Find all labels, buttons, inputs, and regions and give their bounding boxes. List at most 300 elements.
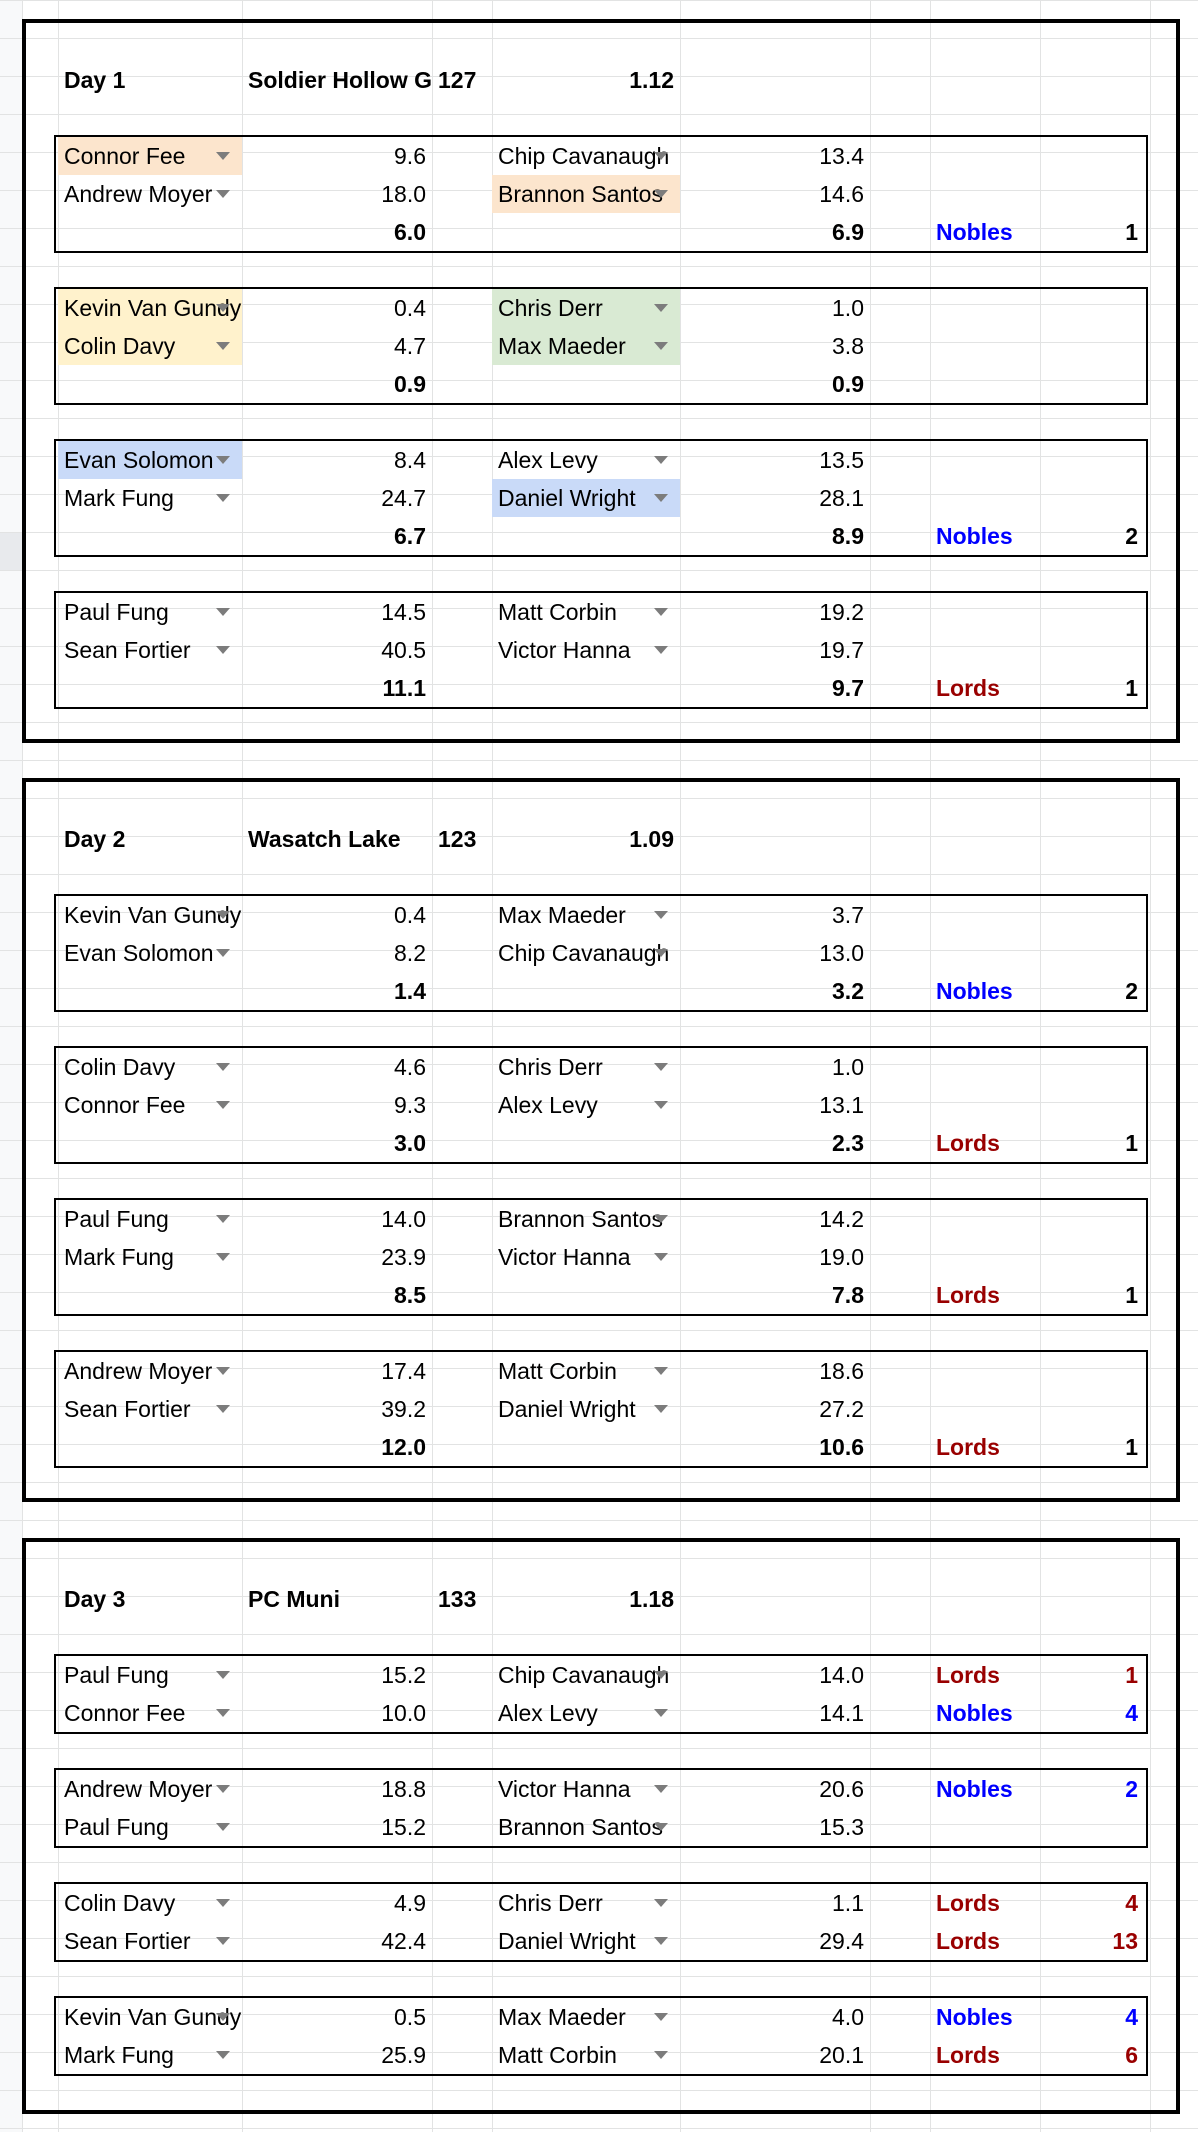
player-select[interactable] [58,1808,242,1846]
dropdown-arrow-icon[interactable] [654,304,668,312]
player-select[interactable] [492,175,680,213]
dropdown-arrow-icon[interactable] [654,1367,668,1375]
player-select-text: Brannon Santos [498,1206,663,1232]
player-select-text: Connor Fee [64,1092,186,1118]
player-select[interactable] [58,327,242,365]
dropdown-arrow-icon[interactable] [654,1785,668,1793]
course-factor [492,61,680,99]
handicap [242,1998,432,2036]
handicap [680,289,870,327]
dropdown-arrow-icon[interactable] [216,1405,230,1413]
pair-total-text: 7.8 [832,1282,864,1308]
player-select-text: Chris Derr [498,1054,603,1080]
dropdown-arrow-icon[interactable] [654,456,668,464]
handicap-text: 13.0 [819,940,864,966]
handicap-text: 0.4 [394,295,426,321]
dropdown-arrow-icon[interactable] [654,1063,668,1071]
pair-total [242,365,432,403]
player-select[interactable] [492,1884,680,1922]
player-select-text: Colin Davy [64,333,176,359]
pair-total [242,1124,432,1162]
player-select[interactable] [492,1656,680,1694]
team-points [1040,972,1144,1010]
team-points [1040,1656,1144,1694]
dropdown-arrow-icon[interactable] [216,494,230,502]
team-points-text: 1 [1125,219,1138,245]
player-select-text: Paul Fung [64,1814,169,1840]
handicap [680,137,870,175]
handicap-text: 14.0 [381,1206,426,1232]
player-select[interactable] [58,441,242,479]
dropdown-arrow-icon[interactable] [216,1785,230,1793]
player-select[interactable] [58,137,242,175]
handicap-text: 4.0 [832,2004,864,2030]
handicap-text: 4.6 [394,1054,426,1080]
player-select[interactable] [492,896,680,934]
player-select-text: Connor Fee [64,1700,186,1726]
player-select[interactable] [58,1922,242,1960]
dropdown-arrow-icon[interactable] [216,2013,230,2021]
handicap-text: 1.1 [832,1890,864,1916]
player-select-text: Alex Levy [498,1092,598,1118]
handicap [680,327,870,365]
day-label [58,61,242,99]
handicap [680,1048,870,1086]
player-select[interactable] [492,631,680,669]
player-select[interactable] [58,479,242,517]
player-select-text: Andrew Moyer [64,181,213,207]
team-points-text: 13 [1112,1928,1138,1954]
team-points [1040,1770,1144,1808]
handicap-text: 13.1 [819,1092,864,1118]
player-select-text: Sean Fortier [64,637,191,663]
handicap-text: 9.6 [394,143,426,169]
team-points-text: 4 [1125,2004,1138,2030]
team-points-text: 2 [1125,978,1138,1004]
player-select[interactable] [58,1656,242,1694]
player-select-text: Andrew Moyer [64,1358,213,1384]
player-select-text: Sean Fortier [64,1928,191,1954]
handicap [680,1808,870,1846]
dropdown-arrow-icon[interactable] [654,2013,668,2021]
pair-total [680,517,870,555]
dropdown-arrow-icon[interactable] [216,1367,230,1375]
pair-total-text: 1.4 [394,978,426,1004]
player-select[interactable] [58,1770,242,1808]
handicap-text: 13.4 [819,143,864,169]
player-select-text: Chip Cavanaugh [498,1662,670,1688]
dropdown-arrow-icon[interactable] [654,608,668,616]
player-select-text: Chip Cavanaugh [498,143,670,169]
dropdown-arrow-icon[interactable] [216,911,230,919]
dropdown-arrow-icon[interactable] [654,646,668,654]
handicap-text: 0.4 [394,902,426,928]
player-select-text: Paul Fung [64,1662,169,1688]
winning-team [930,517,1040,555]
player-select[interactable] [492,479,680,517]
handicap-text: 1.0 [832,295,864,321]
player-select[interactable] [58,1200,242,1238]
handicap-text: 19.7 [819,637,864,663]
pair-total [242,669,432,707]
pair-total [680,1124,870,1162]
handicap [242,1048,432,1086]
course-name [242,61,432,99]
handicap [680,1086,870,1124]
pair-total [680,213,870,251]
team-points [1040,1694,1144,1732]
course-factor [492,820,680,858]
handicap [680,1922,870,1960]
pair-total [680,972,870,1010]
winning-team-text: Lords [936,1928,1000,1954]
dropdown-arrow-icon[interactable] [654,1937,668,1945]
grid-row-line [0,1520,1198,1521]
player-select[interactable] [492,1998,680,2036]
handicap-text: 15.3 [819,1814,864,1840]
pair-total [680,1276,870,1314]
grid-row-line [0,2128,1198,2129]
player-select[interactable] [492,593,680,631]
player-select[interactable] [58,289,242,327]
dropdown-arrow-icon[interactable] [216,1823,230,1831]
dropdown-arrow-icon[interactable] [216,1709,230,1717]
handicap [242,1086,432,1124]
course-slope [432,820,492,858]
pair-total-text: 10.6 [819,1434,864,1460]
row-header-column [0,0,23,2132]
player-select-text: Evan Solomon [64,447,214,473]
player-select-text: Kevin Van Gundy [64,2004,242,2030]
course-slope-text: 127 [438,67,477,93]
dropdown-arrow-icon[interactable] [216,304,230,312]
winning-team [930,1124,1040,1162]
handicap [242,593,432,631]
dropdown-arrow-icon[interactable] [654,494,668,502]
handicap [242,1884,432,1922]
dropdown-arrow-icon[interactable] [216,646,230,654]
player-select[interactable] [492,934,680,972]
dropdown-arrow-icon[interactable] [216,1215,230,1223]
handicap [680,1694,870,1732]
handicap-text: 9.3 [394,1092,426,1118]
dropdown-arrow-icon[interactable] [654,190,668,198]
dropdown-arrow-icon[interactable] [216,608,230,616]
pair-total [242,1276,432,1314]
handicap-text: 14.5 [381,599,426,625]
selected-row-indicator [0,532,22,570]
player-select[interactable] [492,1238,680,1276]
winning-team-text: Lords [936,1130,1000,1156]
winning-team [930,1428,1040,1466]
team-points [1040,1998,1144,2036]
dropdown-arrow-icon[interactable] [654,1671,668,1679]
player-select-text: Max Maeder [498,333,626,359]
player-select-text: Max Maeder [498,902,626,928]
dropdown-arrow-icon[interactable] [216,949,230,957]
player-select[interactable] [492,1086,680,1124]
dropdown-arrow-icon[interactable] [654,911,668,919]
player-select[interactable] [492,1390,680,1428]
handicap [680,2036,870,2074]
winning-team [930,669,1040,707]
handicap [242,1352,432,1390]
player-select-text: Chris Derr [498,1890,603,1916]
winning-team [930,1276,1040,1314]
dropdown-arrow-icon[interactable] [654,342,668,350]
handicap-text: 8.2 [394,940,426,966]
winning-team [930,1770,1040,1808]
handicap-text: 19.0 [819,1244,864,1270]
dropdown-arrow-icon[interactable] [216,456,230,464]
player-select-text: Alex Levy [498,447,598,473]
team-points-text: 2 [1125,1776,1138,1802]
pair-total [680,669,870,707]
handicap [680,175,870,213]
player-select-text: Colin Davy [64,1054,176,1080]
player-select[interactable] [492,441,680,479]
dropdown-arrow-icon[interactable] [216,2051,230,2059]
winning-team-text: Lords [936,1890,1000,1916]
player-select[interactable] [58,175,242,213]
player-select[interactable] [58,2036,242,2074]
pair-total-text: 2.3 [832,1130,864,1156]
handicap [242,934,432,972]
player-select-text: Daniel Wright [498,485,636,511]
pair-total-text: 6.7 [394,523,426,549]
handicap [242,327,432,365]
player-select[interactable] [58,1998,242,2036]
player-select[interactable] [58,1884,242,1922]
handicap-text: 4.9 [394,1890,426,1916]
handicap [242,1694,432,1732]
pair-total-text: 8.9 [832,523,864,549]
player-select-text: Victor Hanna [498,1776,631,1802]
handicap [680,1656,870,1694]
pair-total-text: 0.9 [394,371,426,397]
team-points [1040,1922,1144,1960]
player-select-text: Evan Solomon [64,940,214,966]
dropdown-arrow-icon[interactable] [216,1671,230,1679]
course-name [242,1580,432,1618]
handicap-text: 19.2 [819,599,864,625]
course-slope [432,1580,492,1618]
dropdown-arrow-icon[interactable] [654,152,668,160]
player-select[interactable] [58,1086,242,1124]
player-select-text: Connor Fee [64,143,186,169]
handicap-text: 3.8 [832,333,864,359]
dropdown-arrow-icon[interactable] [654,1405,668,1413]
winning-team-text: Nobles [936,978,1013,1004]
player-select-text: Mark Fung [64,485,174,511]
winning-team [930,1884,1040,1922]
course-factor-text: 1.09 [629,826,674,852]
dropdown-arrow-icon[interactable] [216,342,230,350]
grid-row-line [0,0,1198,1]
handicap [680,1390,870,1428]
handicap [242,137,432,175]
handicap-text: 27.2 [819,1396,864,1422]
player-select[interactable] [58,1048,242,1086]
winning-team-text: Nobles [936,523,1013,549]
player-select[interactable] [492,1694,680,1732]
handicap [680,441,870,479]
dropdown-arrow-icon[interactable] [216,190,230,198]
handicap-text: 20.6 [819,1776,864,1802]
course-name [242,820,432,858]
player-select[interactable] [58,1694,242,1732]
player-select[interactable] [492,1352,680,1390]
course-name-text: Soldier Hollow G [248,67,432,93]
dropdown-arrow-icon[interactable] [216,152,230,160]
course-slope [432,61,492,99]
dropdown-arrow-icon[interactable] [654,949,668,957]
player-select-text: Brannon Santos [498,181,663,207]
player-select-text: Andrew Moyer [64,1776,213,1802]
handicap [680,593,870,631]
player-select-text: Brannon Santos [498,1814,663,1840]
player-select-text: Victor Hanna [498,1244,631,1270]
pair-total [242,1428,432,1466]
player-select-text: Alex Levy [498,1700,598,1726]
handicap [680,934,870,972]
handicap-text: 1.0 [832,1054,864,1080]
winning-team-text: Lords [936,675,1000,701]
winning-team [930,1998,1040,2036]
handicap [680,631,870,669]
handicap-text: 14.0 [819,1662,864,1688]
winning-team-text: Nobles [936,1776,1013,1802]
handicap-text: 17.4 [381,1358,426,1384]
handicap-text: 8.4 [394,447,426,473]
team-points [1040,1276,1144,1314]
day-label [58,1580,242,1618]
player-select-text: Chris Derr [498,295,603,321]
winning-team-text: Lords [936,1662,1000,1688]
handicap [680,1200,870,1238]
dropdown-arrow-icon[interactable] [654,1709,668,1717]
dropdown-arrow-icon[interactable] [654,1823,668,1831]
handicap-text: 42.4 [381,1928,426,1954]
team-points-text: 6 [1125,2042,1138,2068]
player-select-text: Max Maeder [498,2004,626,2030]
dropdown-arrow-icon[interactable] [654,1899,668,1907]
handicap [242,479,432,517]
handicap [242,1656,432,1694]
team-points-text: 2 [1125,523,1138,549]
player-select[interactable] [492,1808,680,1846]
team-points-text: 1 [1125,675,1138,701]
dropdown-arrow-icon[interactable] [216,1063,230,1071]
handicap-text: 3.7 [832,902,864,928]
pair-total-text: 3.0 [394,1130,426,1156]
dropdown-arrow-icon[interactable] [654,1215,668,1223]
handicap-text: 4.7 [394,333,426,359]
pair-total [242,517,432,555]
player-select-text: Daniel Wright [498,1396,636,1422]
handicap-text: 15.2 [381,1814,426,1840]
day-label [58,820,242,858]
player-select[interactable] [58,1238,242,1276]
pair-total [680,365,870,403]
handicap-text: 18.8 [381,1776,426,1802]
handicap-text: 14.6 [819,181,864,207]
handicap [680,1998,870,2036]
dropdown-arrow-icon[interactable] [654,2051,668,2059]
winning-team [930,2036,1040,2074]
pair-total-text: 6.9 [832,219,864,245]
course-name-text: Wasatch Lake [248,826,401,852]
player-select[interactable] [492,1922,680,1960]
pair-total-text: 6.0 [394,219,426,245]
player-select[interactable] [58,934,242,972]
course-name-text: PC Muni [248,1586,340,1612]
handicap [242,1200,432,1238]
team-points [1040,669,1144,707]
player-select[interactable] [492,137,680,175]
player-select[interactable] [492,327,680,365]
handicap [242,1390,432,1428]
dropdown-arrow-icon[interactable] [216,1253,230,1261]
player-select[interactable] [58,631,242,669]
team-points [1040,517,1144,555]
player-select[interactable] [492,1200,680,1238]
player-select[interactable] [492,1770,680,1808]
pair-total-text: 0.9 [832,371,864,397]
handicap [680,1770,870,1808]
handicap-text: 14.1 [819,1700,864,1726]
dropdown-arrow-icon[interactable] [654,1101,668,1109]
handicap [242,1922,432,1960]
winning-team [930,213,1040,251]
player-select-text: Paul Fung [64,599,169,625]
winning-team-text: Nobles [936,219,1013,245]
player-select[interactable] [58,1390,242,1428]
handicap [242,175,432,213]
day-label-text: Day 1 [64,67,126,93]
winning-team-text: Nobles [936,1700,1013,1726]
pair-total-text: 12.0 [381,1434,426,1460]
team-points-text: 4 [1125,1700,1138,1726]
team-points-text: 1 [1125,1130,1138,1156]
handicap-text: 14.2 [819,1206,864,1232]
handicap-text: 10.0 [381,1700,426,1726]
day-label-text: Day 2 [64,826,126,852]
player-select[interactable] [492,289,680,327]
dropdown-arrow-icon[interactable] [216,1937,230,1945]
player-select[interactable] [58,593,242,631]
dropdown-arrow-icon[interactable] [216,1899,230,1907]
dropdown-arrow-icon[interactable] [216,1101,230,1109]
handicap-text: 25.9 [381,2042,426,2068]
handicap [242,441,432,479]
player-select-text: Victor Hanna [498,637,631,663]
handicap [680,1884,870,1922]
team-points [1040,1428,1144,1466]
team-points-text: 4 [1125,1890,1138,1916]
player-select[interactable] [492,2036,680,2074]
handicap-text: 13.5 [819,447,864,473]
player-select[interactable] [58,896,242,934]
player-select[interactable] [492,1048,680,1086]
handicap [242,1770,432,1808]
handicap [242,2036,432,2074]
player-select[interactable] [58,1352,242,1390]
dropdown-arrow-icon[interactable] [654,1253,668,1261]
player-select-text: Mark Fung [64,1244,174,1270]
handicap [680,896,870,934]
player-select-text: Chip Cavanaugh [498,940,670,966]
